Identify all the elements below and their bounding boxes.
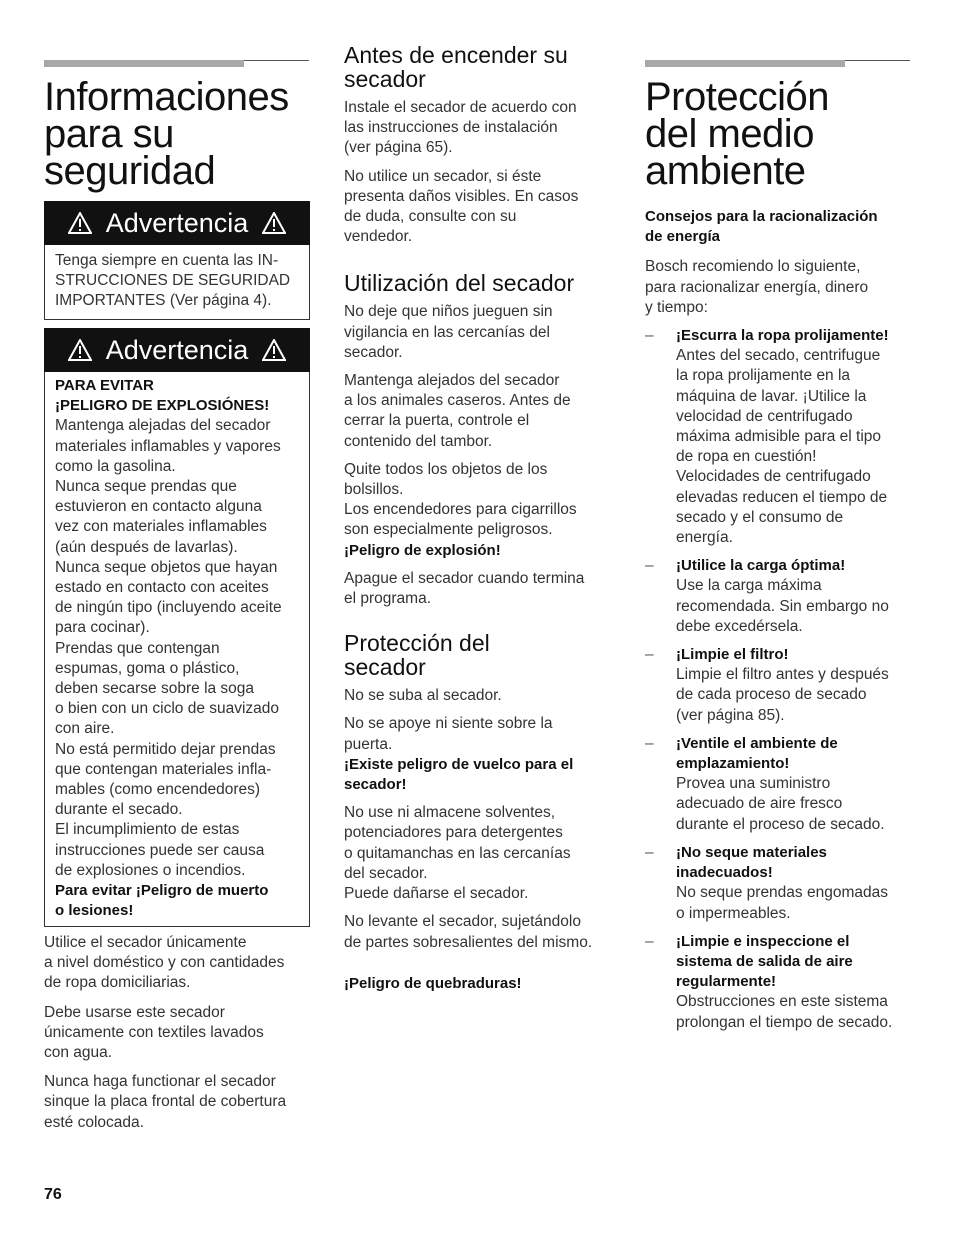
bold-warning-text: ¡Peligro de quebraduras! (344, 974, 522, 992)
right-column-body (645, 207, 920, 1041)
warning-text: mables (como encendedores) (55, 781, 261, 799)
tip-text: Antes del secado, centrifugue (676, 347, 881, 365)
dash-bullet: – (645, 734, 654, 752)
warning-text: estado en contacto con aceites (55, 579, 269, 597)
warning-text: materiales inflamables y vapores (55, 437, 281, 455)
tip-text: adecuado de aire fresco (676, 795, 843, 813)
tip-item (645, 932, 920, 1033)
warning-body (44, 372, 310, 927)
tip-title: inadecuados! (676, 864, 773, 882)
tip-title: ¡Ventile el ambiente de (676, 734, 838, 752)
warning-header-label: Advertencia (105, 207, 249, 238)
tip-text: No seque prendas engomadas (676, 884, 888, 902)
warning-bold-text: PARA EVITAR (55, 377, 154, 394)
middle-column (344, 43, 619, 994)
tip-text: Use la carga máxima (676, 577, 822, 595)
warning-text: de ningún tipo (incluyendo aceite (55, 599, 282, 617)
tip-item (645, 645, 920, 726)
tip-title: regularmente! (676, 973, 777, 991)
paragraph-line: esté colocada. (44, 1113, 144, 1131)
bold-warning-text: ¡Peligro de explosión! (344, 541, 501, 559)
tip-title: ¡No seque materiales (676, 843, 827, 861)
warning-icon (262, 212, 286, 234)
page-number: 76 (44, 1186, 62, 1203)
paragraph-line: sinque la placa frontal de cobertura (44, 1093, 287, 1111)
warning-text: STRUCCIONES DE SEGURIDAD (55, 272, 291, 290)
heading-before-start: Antes de encender su secador (344, 42, 568, 92)
paragraph: Mantenga alejados del secador a los animales caseros. Antes de cerrar la puerta, controle el contenido del tambor. (344, 372, 571, 450)
warning-text: Prendas que contengan (55, 639, 220, 657)
warning-text: durante el secado. (55, 801, 183, 819)
dash-bullet: – (645, 557, 654, 575)
tip-text: debe excedérsela. (676, 617, 803, 635)
tip-text: Limpie el filtro antes y después (676, 666, 889, 684)
tip-text: elevadas reducen el tiempo de (676, 488, 888, 506)
warning-box-1 (44, 201, 310, 320)
paragraph-line: Utilice el secador únicamente (44, 934, 247, 951)
tip-text: (ver página 85). (676, 706, 785, 724)
paragraph-line: únicamente con textiles lavados (44, 1023, 264, 1041)
bold-warning-text: secador! (344, 776, 407, 794)
paragraph-line: Debe usarse este secador (44, 1003, 225, 1021)
energy-subheading: Consejos para la racionalización de energía (645, 208, 878, 246)
tip-title: ¡Limpie el filtro! (676, 646, 789, 664)
warning-text: Nunca seque prendas que (55, 478, 237, 496)
warning-text: Nunca seque objetos que hayan (55, 558, 278, 576)
warning-bold-text: ¡PELIGRO DE EXPLOSIÓNES! (55, 397, 270, 415)
warning-text: Tenga siempre en cuenta las IN- (55, 252, 279, 269)
tip-text: máquina de lavar. ¡Utilice la (676, 387, 867, 405)
paragraph: Quite todos los objetos de los bolsillos. Los encendedores para cigarrillos son especialmente peligrosos. ¡Peligro de explosión! (344, 460, 619, 561)
paragraph: Bosch recomiendo lo siguiente, para racionalizar energía, dinero y tiempo: (645, 258, 869, 316)
tip-item (645, 843, 920, 924)
top-rule-accent-left (44, 60, 244, 67)
warning-text: para cocinar). (55, 619, 150, 637)
warning-text: Mantenga alejadas del secador (55, 417, 271, 435)
warning-text: de explosiones o incendios. (55, 861, 246, 879)
warning-text: espumas, goma o plástico, (55, 659, 240, 677)
paragraph: No levante el secador, sujetándolo de partes sobresalientes del mismo. (344, 913, 593, 951)
warning-text: como la gasolina. (55, 457, 176, 475)
dash-bullet: – (645, 327, 654, 345)
paragraph: Instale el secador de acuerdo con las instrucciones de instalación (ver página 65). (344, 99, 577, 157)
warning-text: (aún después de lavarlas). (55, 538, 238, 556)
warning-text: IMPORTANTES (Ver página 4). (55, 292, 272, 310)
warning-text: o bien con un ciclo de suavizado (55, 700, 280, 718)
warning-text: vez con materiales inflamables (55, 518, 267, 536)
paragraph: No se apoye ni siente sobre la puerta. ¡Existe peligro de vuelco para el secador! (344, 714, 619, 795)
left-paragraphs (44, 933, 314, 1133)
tip-item (645, 556, 920, 637)
dash-bullet: – (645, 843, 654, 861)
tips-list (645, 326, 920, 1033)
warning-text: que contengan materiales infla- (55, 760, 272, 778)
warning-box-2 (44, 328, 310, 927)
warning-icon (68, 339, 92, 361)
warning-text: estuvieron en contacto alguna (55, 498, 262, 516)
paragraph-line: Nunca haga functionar el secador (44, 1073, 276, 1091)
paragraph (344, 974, 619, 994)
tip-text: Provea una suministro (676, 775, 831, 793)
tip-item (645, 326, 920, 548)
tip-text: o impermeables. (676, 904, 791, 922)
warning-bold-text: o lesiones! (55, 902, 134, 920)
paragraph (44, 1072, 314, 1133)
warning-text: El incumplimiento de estas (55, 821, 240, 839)
paragraph-line: con agua. (44, 1044, 113, 1062)
heading-usage: Utilización del secador (344, 270, 575, 297)
section-title-environment: Protección del medio ambiente (645, 75, 829, 193)
warning-icon (68, 212, 92, 234)
paragraph: No use ni almacene solventes, potenciadores para detergentes o quitamanchas en las cercanías del secador. Puede dañarse el secador. (344, 804, 571, 903)
paragraph: Apague el secador cuando termina el programa. (344, 569, 585, 608)
warning-text: deben secarse sobre la soga (55, 680, 255, 698)
warning-text: No está permitido dejar prendas (55, 740, 276, 758)
paragraph: No utilice un secador, si éste presenta daños visibles. En casos de duda, consulte con su vendedor. (344, 167, 579, 246)
tip-title: ¡Escurra la ropa prolijamente! (676, 327, 889, 345)
warning-bold-text: Para evitar ¡Peligro de muerto (55, 882, 269, 900)
tip-title: sistema de salida de aire (676, 952, 853, 970)
tip-title: ¡Limpie e inspeccione el (676, 932, 850, 950)
tip-text: Velocidades de centrifugado (676, 468, 871, 486)
warning-text: con aire. (55, 720, 115, 738)
tip-text: prolongan el tiempo de secado. (676, 1013, 893, 1031)
section-title-safety: Informaciones para su seguridad (44, 75, 289, 193)
tip-text: secado y el consumo de (676, 508, 844, 526)
warning-header (44, 201, 310, 245)
dash-bullet: – (645, 932, 654, 950)
tip-text: Obstrucciones en este sistema (676, 993, 888, 1011)
warning-icon (262, 339, 286, 361)
tip-text: velocidad de centrifugado (676, 407, 853, 425)
warning-body (44, 245, 310, 320)
paragraph (44, 1003, 314, 1064)
tip-text: durante el proceso de secado. (676, 815, 885, 833)
warning-text: instrucciones puede ser causa (55, 841, 265, 859)
tip-text: recomendada. Sin embargo no (676, 597, 889, 615)
tip-text: la ropa prolijamente en la (676, 367, 851, 385)
heading-dryer-protection: Protección del secador (344, 630, 490, 681)
paragraph (44, 933, 314, 994)
tip-text: de cada proceso de secado (676, 686, 867, 704)
warning-lines (55, 416, 299, 881)
paragraph-line: de ropa domiciliarias. (44, 974, 191, 992)
tip-text: energía. (676, 529, 733, 547)
tip-title: emplazamiento! (676, 755, 790, 773)
warning-header (44, 328, 310, 372)
tip-title: ¡Utilice la carga óptima! (676, 557, 846, 575)
tip-text: de ropa en cuestión! (676, 448, 817, 466)
dash-bullet: – (645, 646, 654, 664)
warning-header-label: Advertencia (105, 334, 249, 365)
paragraph: No deje que niños jueguen sin vigilancia en las cercanías del secador. (344, 303, 553, 361)
paragraph-line: a nivel doméstico y con cantidades (44, 954, 285, 972)
paragraph: No se suba al secador. (344, 687, 502, 705)
tip-item (645, 734, 920, 835)
top-rule-accent-right (645, 60, 845, 67)
tip-text: máxima admisible para el tipo (676, 428, 882, 446)
bold-warning-text: ¡Existe peligro de vuelco para el (344, 755, 574, 773)
